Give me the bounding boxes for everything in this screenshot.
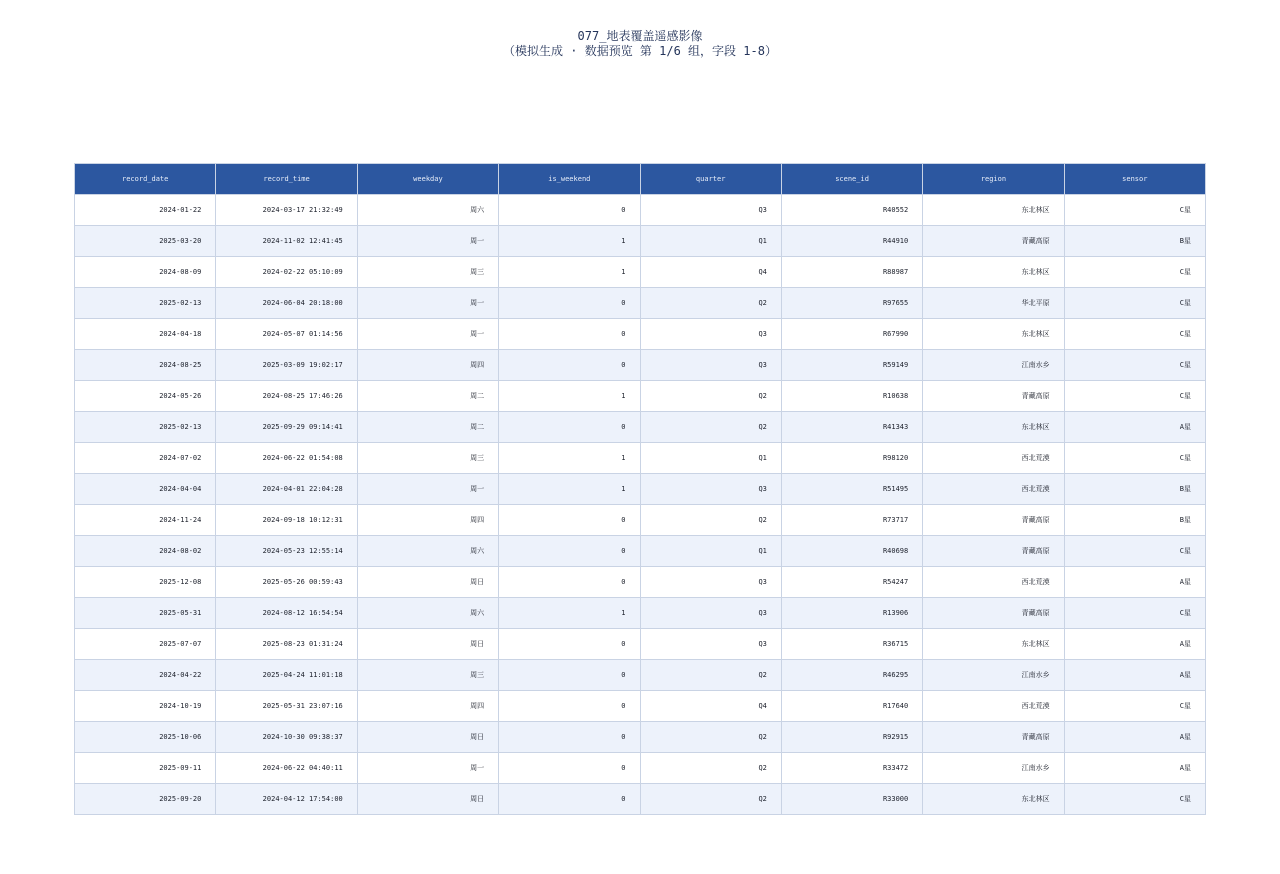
cell-record-time: 2024-06-22 04:40:11: [216, 753, 357, 784]
cell-scene-id: R36715: [781, 629, 922, 660]
cell-scene-id: R46295: [781, 660, 922, 691]
cell-scene-id: R97655: [781, 288, 922, 319]
cell-is-weekend: 0: [499, 412, 640, 443]
cell-record-time: 2025-05-26 00:59:43: [216, 567, 357, 598]
cell-scene-id: R92915: [781, 722, 922, 753]
cell-weekday: 周一: [357, 474, 498, 505]
table-row: [75, 722, 1206, 753]
data-table: [74, 163, 1206, 815]
cell-quarter: Q2: [640, 412, 781, 443]
table-row: [75, 381, 1206, 412]
cell-region: 东北林区: [923, 784, 1064, 815]
cell-weekday: 周一: [357, 319, 498, 350]
cell-weekday: 周六: [357, 536, 498, 567]
cell-record-date: 2025-10-06: [75, 722, 216, 753]
cell-weekday: 周三: [357, 257, 498, 288]
cell-record-time: 2024-04-12 17:54:00: [216, 784, 357, 815]
page-subtitle: （模拟生成 · 数据预览 第 1/6 组，字段 1-8）: [503, 44, 777, 58]
cell-weekday: 周四: [357, 350, 498, 381]
cell-sensor: A星: [1064, 753, 1205, 784]
cell-is-weekend: 0: [499, 784, 640, 815]
cell-sensor: C星: [1064, 443, 1205, 474]
cell-record-time: 2025-04-24 11:01:18: [216, 660, 357, 691]
cell-scene-id: R33000: [781, 784, 922, 815]
cell-region: 青藏高原: [923, 536, 1064, 567]
table-row: [75, 505, 1206, 536]
table-row: [75, 784, 1206, 815]
cell-record-time: 2024-06-22 01:54:08: [216, 443, 357, 474]
cell-scene-id: R41343: [781, 412, 922, 443]
cell-record-time: 2024-04-01 22:04:28: [216, 474, 357, 505]
cell-sensor: C星: [1064, 598, 1205, 629]
cell-quarter: Q2: [640, 660, 781, 691]
table-row: [75, 195, 1206, 226]
cell-quarter: Q3: [640, 319, 781, 350]
cell-sensor: C星: [1064, 536, 1205, 567]
cell-sensor: A星: [1064, 660, 1205, 691]
cell-is-weekend: 0: [499, 567, 640, 598]
cell-is-weekend: 0: [499, 660, 640, 691]
cell-record-date: 2024-08-25: [75, 350, 216, 381]
cell-sensor: C星: [1064, 381, 1205, 412]
table-row: [75, 412, 1206, 443]
table-row: [75, 257, 1206, 288]
cell-weekday: 周二: [357, 412, 498, 443]
cell-sensor: B星: [1064, 474, 1205, 505]
cell-quarter: Q4: [640, 691, 781, 722]
data-table-container: [74, 163, 1206, 815]
cell-region: 东北林区: [923, 319, 1064, 350]
cell-is-weekend: 0: [499, 691, 640, 722]
column-header-record-time: record_time: [216, 164, 357, 195]
cell-is-weekend: 1: [499, 381, 640, 412]
cell-sensor: C星: [1064, 288, 1205, 319]
cell-quarter: Q2: [640, 505, 781, 536]
cell-record-date: 2025-02-13: [75, 412, 216, 443]
cell-is-weekend: 0: [499, 536, 640, 567]
cell-record-date: 2025-12-08: [75, 567, 216, 598]
cell-record-date: 2024-04-18: [75, 319, 216, 350]
cell-scene-id: R73717: [781, 505, 922, 536]
cell-record-date: 2025-02-13: [75, 288, 216, 319]
table-row: [75, 629, 1206, 660]
cell-is-weekend: 1: [499, 474, 640, 505]
cell-quarter: Q3: [640, 195, 781, 226]
cell-record-date: 2024-05-26: [75, 381, 216, 412]
cell-quarter: Q1: [640, 536, 781, 567]
cell-quarter: Q2: [640, 288, 781, 319]
cell-record-date: 2025-09-20: [75, 784, 216, 815]
cell-quarter: Q1: [640, 443, 781, 474]
cell-sensor: B星: [1064, 505, 1205, 536]
cell-sensor: B星: [1064, 226, 1205, 257]
cell-is-weekend: 0: [499, 505, 640, 536]
cell-weekday: 周一: [357, 753, 498, 784]
table-row: [75, 350, 1206, 381]
cell-record-date: 2024-11-24: [75, 505, 216, 536]
cell-is-weekend: 0: [499, 288, 640, 319]
cell-is-weekend: 0: [499, 195, 640, 226]
cell-record-time: 2025-08-23 01:31:24: [216, 629, 357, 660]
cell-region: 江南水乡: [923, 350, 1064, 381]
cell-quarter: Q2: [640, 381, 781, 412]
column-header-record-date: record_date: [75, 164, 216, 195]
cell-region: 青藏高原: [923, 226, 1064, 257]
cell-scene-id: R51495: [781, 474, 922, 505]
cell-sensor: C星: [1064, 257, 1205, 288]
cell-sensor: C星: [1064, 319, 1205, 350]
cell-region: 江南水乡: [923, 753, 1064, 784]
cell-scene-id: R67990: [781, 319, 922, 350]
cell-scene-id: R10638: [781, 381, 922, 412]
cell-scene-id: R40698: [781, 536, 922, 567]
column-header-is-weekend: is_weekend: [499, 164, 640, 195]
cell-record-date: 2025-03-20: [75, 226, 216, 257]
cell-region: 西北荒漠: [923, 474, 1064, 505]
cell-record-date: 2024-08-02: [75, 536, 216, 567]
cell-region: 东北林区: [923, 257, 1064, 288]
cell-record-date: 2025-07-07: [75, 629, 216, 660]
cell-quarter: Q3: [640, 567, 781, 598]
cell-weekday: 周二: [357, 381, 498, 412]
page-title: 077_地表覆盖遥感影像: [577, 29, 703, 43]
cell-region: 西北荒漠: [923, 567, 1064, 598]
table-row: [75, 474, 1206, 505]
cell-scene-id: R13906: [781, 598, 922, 629]
cell-sensor: A星: [1064, 567, 1205, 598]
cell-quarter: Q3: [640, 350, 781, 381]
cell-sensor: A星: [1064, 722, 1205, 753]
cell-record-time: 2024-11-02 12:41:45: [216, 226, 357, 257]
cell-is-weekend: 1: [499, 443, 640, 474]
table-row: [75, 288, 1206, 319]
cell-quarter: Q4: [640, 257, 781, 288]
cell-region: 青藏高原: [923, 381, 1064, 412]
table-row: [75, 753, 1206, 784]
cell-region: 青藏高原: [923, 598, 1064, 629]
cell-record-time: 2025-03-09 19:02:17: [216, 350, 357, 381]
cell-quarter: Q1: [640, 226, 781, 257]
cell-region: 华北平原: [923, 288, 1064, 319]
cell-weekday: 周日: [357, 784, 498, 815]
cell-record-time: 2024-02-22 05:10:09: [216, 257, 357, 288]
cell-record-time: 2024-03-17 21:32:49: [216, 195, 357, 226]
cell-weekday: 周一: [357, 288, 498, 319]
table-row: [75, 598, 1206, 629]
cell-is-weekend: 0: [499, 350, 640, 381]
cell-record-time: 2024-09-18 10:12:31: [216, 505, 357, 536]
cell-quarter: Q2: [640, 722, 781, 753]
cell-region: 青藏高原: [923, 505, 1064, 536]
cell-record-time: 2025-09-29 09:14:41: [216, 412, 357, 443]
table-row: [75, 660, 1206, 691]
cell-scene-id: R44910: [781, 226, 922, 257]
cell-quarter: Q3: [640, 598, 781, 629]
cell-is-weekend: 0: [499, 753, 640, 784]
cell-weekday: 周六: [357, 598, 498, 629]
cell-quarter: Q3: [640, 474, 781, 505]
cell-quarter: Q2: [640, 753, 781, 784]
cell-record-date: 2024-01-22: [75, 195, 216, 226]
cell-sensor: C星: [1064, 784, 1205, 815]
cell-sensor: A星: [1064, 412, 1205, 443]
cell-record-date: 2025-09-11: [75, 753, 216, 784]
column-header-sensor: sensor: [1064, 164, 1205, 195]
cell-is-weekend: 1: [499, 257, 640, 288]
cell-sensor: A星: [1064, 629, 1205, 660]
cell-region: 江南水乡: [923, 660, 1064, 691]
cell-sensor: C星: [1064, 195, 1205, 226]
cell-weekday: 周日: [357, 567, 498, 598]
cell-is-weekend: 0: [499, 629, 640, 660]
column-header-scene-id: scene_id: [781, 164, 922, 195]
cell-scene-id: R88987: [781, 257, 922, 288]
cell-region: 西北荒漠: [923, 691, 1064, 722]
cell-record-date: 2025-05-31: [75, 598, 216, 629]
cell-weekday: 周四: [357, 505, 498, 536]
cell-record-time: 2025-05-31 23:07:16: [216, 691, 357, 722]
table-header: [75, 164, 1206, 195]
cell-quarter: Q2: [640, 784, 781, 815]
cell-weekday: 周六: [357, 195, 498, 226]
cell-record-time: 2024-05-23 12:55:14: [216, 536, 357, 567]
cell-record-time: 2024-08-12 16:54:54: [216, 598, 357, 629]
cell-scene-id: R33472: [781, 753, 922, 784]
cell-is-weekend: 1: [499, 598, 640, 629]
cell-weekday: 周三: [357, 443, 498, 474]
cell-record-date: 2024-04-04: [75, 474, 216, 505]
table-body: [75, 195, 1206, 815]
cell-weekday: 周四: [357, 691, 498, 722]
cell-is-weekend: 0: [499, 319, 640, 350]
title-block: [0, 29, 1280, 58]
cell-weekday: 周日: [357, 629, 498, 660]
cell-record-date: 2024-08-09: [75, 257, 216, 288]
cell-sensor: C星: [1064, 691, 1205, 722]
table-row: [75, 226, 1206, 257]
cell-region: 东北林区: [923, 629, 1064, 660]
cell-quarter: Q3: [640, 629, 781, 660]
cell-scene-id: R40552: [781, 195, 922, 226]
table-row: [75, 691, 1206, 722]
column-header-weekday: weekday: [357, 164, 498, 195]
cell-record-date: 2024-07-02: [75, 443, 216, 474]
cell-record-time: 2024-10-30 09:38:37: [216, 722, 357, 753]
cell-weekday: 周三: [357, 660, 498, 691]
cell-is-weekend: 1: [499, 226, 640, 257]
cell-weekday: 周一: [357, 226, 498, 257]
cell-weekday: 周日: [357, 722, 498, 753]
table-row: [75, 536, 1206, 567]
cell-region: 东北林区: [923, 412, 1064, 443]
cell-record-date: 2024-10-19: [75, 691, 216, 722]
cell-scene-id: R17640: [781, 691, 922, 722]
cell-scene-id: R98120: [781, 443, 922, 474]
cell-scene-id: R59149: [781, 350, 922, 381]
column-header-quarter: quarter: [640, 164, 781, 195]
cell-region: 西北荒漠: [923, 443, 1064, 474]
cell-record-date: 2024-04-22: [75, 660, 216, 691]
table-row: [75, 319, 1206, 350]
cell-region: 青藏高原: [923, 722, 1064, 753]
table-header-row: [75, 164, 1206, 195]
cell-is-weekend: 0: [499, 722, 640, 753]
cell-record-time: 2024-06-04 20:18:00: [216, 288, 357, 319]
column-header-region: region: [923, 164, 1064, 195]
cell-sensor: C星: [1064, 350, 1205, 381]
table-row: [75, 443, 1206, 474]
cell-record-time: 2024-05-07 01:14:56: [216, 319, 357, 350]
cell-scene-id: R54247: [781, 567, 922, 598]
cell-record-time: 2024-08-25 17:46:26: [216, 381, 357, 412]
cell-region: 东北林区: [923, 195, 1064, 226]
table-row: [75, 567, 1206, 598]
